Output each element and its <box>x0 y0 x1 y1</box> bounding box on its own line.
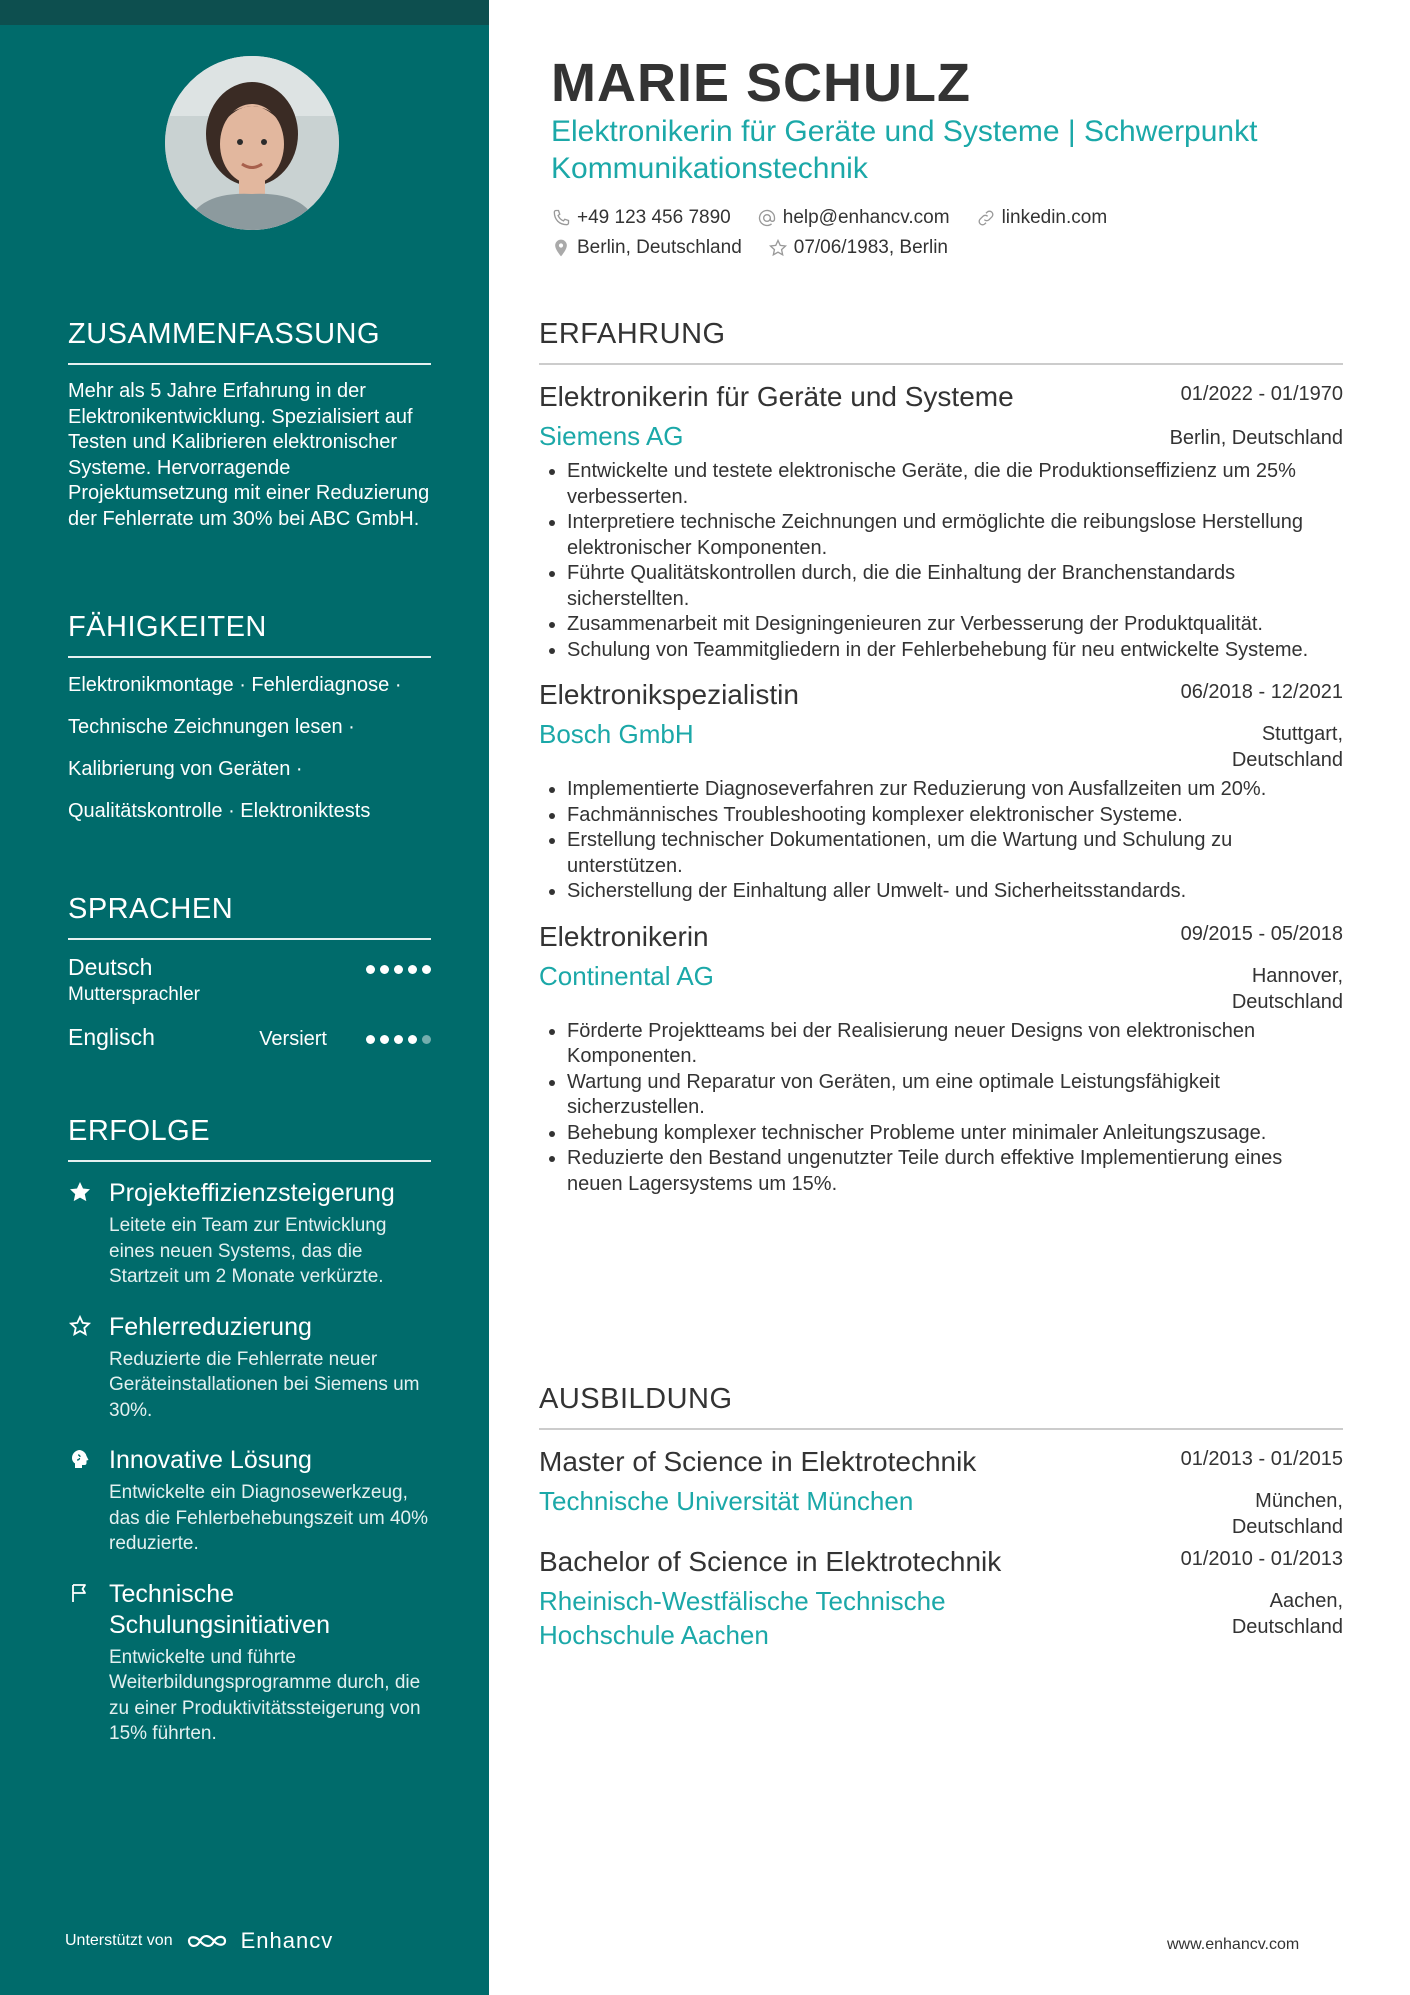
job-bullets <box>539 1019 1343 1198</box>
school-name: Technische Universität München <box>539 1486 914 1516</box>
link-icon <box>976 208 996 228</box>
birth-text: 07/06/1983, Berlin <box>793 237 948 258</box>
school-location <box>1232 1588 1343 1640</box>
candidate-headline: Elektronikerin für Geräte und Systeme | Schwerpunkt Kommunikationstechnik <box>551 115 1258 185</box>
skills-section <box>68 611 431 832</box>
job-location: Berlin, Deutschland <box>1169 427 1343 449</box>
experience-entry <box>539 677 1343 905</box>
enhancv-logo-icon <box>185 1930 229 1952</box>
experience-section <box>539 318 1343 1211</box>
contact-row-2 <box>551 237 948 259</box>
job-title: Elektronikerin für Geräte und Systeme <box>539 381 1014 412</box>
contact-birth <box>768 237 948 259</box>
enhancv-brand: Enhancv <box>240 1928 334 1953</box>
job-location-country: Deutschland <box>1231 990 1343 1013</box>
language-level: Versiert <box>259 1028 327 1050</box>
avatar <box>165 56 339 230</box>
degree-dates: 01/2010 - 01/2013 <box>1180 1548 1343 1570</box>
star-outline-icon <box>768 238 788 258</box>
job-location-city: Stuttgart, <box>1261 723 1343 745</box>
experience-entry <box>539 919 1343 1198</box>
bullet-item: • Implementierte Diagnoseverfahren zur Reduzierung von Ausfallzeiten um 20%. <box>567 777 1343 803</box>
contact-row <box>551 207 1107 229</box>
bullet-item: • Interpretiere technische Zeichnungen und ermöglichte die reibungslose Herstellung elektronischer Komponenten. <box>567 510 1343 561</box>
education-title: AUSBILDUNG <box>539 1383 1343 1430</box>
company-name: Siemens AG <box>539 421 684 451</box>
at-icon <box>757 208 777 228</box>
skills-line: Qualitätskontrolle · Elektroniktests <box>68 800 371 822</box>
powered-by <box>65 1928 333 1954</box>
education-entry <box>539 1544 1343 1652</box>
school-name: Rheinisch-Westfälische Technische Hochschule Aachen <box>539 1586 946 1650</box>
achievements-title: ERFOLGE <box>68 1115 431 1162</box>
company-name: Bosch GmbH <box>539 719 694 749</box>
achievement-desc: Reduzierte die Fehlerrate neuer Geräteinstallationen bei Siemens um 30%. <box>109 1348 420 1421</box>
school-location-city: Aachen, <box>1269 1590 1343 1612</box>
company-name: Continental AG <box>539 960 714 991</box>
school-location-country: Deutschland <box>1231 1516 1343 1538</box>
degree-dates: 01/2013 - 01/2015 <box>1180 1448 1343 1470</box>
job-dates: 06/2018 - 12/2021 <box>1180 681 1343 703</box>
skills-title: FÄHIGKEITEN <box>68 611 431 658</box>
skills-line: Elektronikmontage · Fehlerdiagnose · <box>68 674 402 696</box>
location-text: Berlin, Deutschland <box>577 237 742 258</box>
proficiency-dot-filled <box>394 1035 403 1044</box>
bullet-item: • Schulung von Teammitgliedern in der Fehlerbehebung für neu entwickelte Systeme. <box>567 638 1343 664</box>
experience-title: ERFAHRUNG <box>539 318 1343 365</box>
email-text[interactable]: help@enhancv.com <box>782 207 950 228</box>
summary-text: Mehr als 5 Jahre Erfahrung in der Elektronikentwicklung. Spezialisiert auf Testen und Kalibrieren elektronischer Systeme. Hervorragende Projektumsetzung mit einer Reduzierung der Fehlerrate um 30% bei ABC GmbH. <box>68 380 430 530</box>
job-location-country: Deutschland <box>1231 749 1343 771</box>
bullet-item: • Reduzierte den Bestand ungenutzter Teile durch effektive Implementierung eines neuen Lagersystems um 15%. <box>567 1146 1343 1197</box>
job-title: Elektronikerin <box>539 920 709 952</box>
language-level: Muttersprachler <box>68 984 200 1005</box>
proficiency-dot-filled <box>380 1035 389 1044</box>
achievement-desc: Entwickelte ein Diagnosewerkzeug, das die Fehlerbehebungszeit um 40% reduzierte. <box>109 1482 428 1554</box>
language-name: Englisch <box>68 1024 155 1050</box>
job-bullets <box>539 777 1343 905</box>
achievement-title: Innovative Lösung <box>109 1446 312 1474</box>
phone-icon <box>551 208 571 228</box>
languages-section <box>68 893 431 1074</box>
achievement-desc: Entwickelte und führte Weiterbildungsprogramme durch, die zu einer Produktivitätssteigerung von 15% führten. <box>109 1646 421 1744</box>
achievement-title: Projekteffizienzsteigerung <box>109 1179 395 1207</box>
language-name: Deutsch <box>68 954 153 980</box>
bullet-item: • Förderte Projektteams bei der Realisierung neuer Designs von elektronischen Komponenten. <box>567 1019 1343 1070</box>
job-location-city: Hannover, <box>1251 964 1343 987</box>
education-section <box>539 1383 1343 1666</box>
sidebar-top-bar <box>0 0 489 25</box>
job-location <box>1232 721 1343 773</box>
achievement-title: Fehlerreduzierung <box>109 1312 312 1341</box>
bullet-item: • Behebung komplexer technischer Probleme unter minimaler Anleitungszusage. <box>567 1121 1343 1147</box>
bullet-item: • Wartung und Reparatur von Geräten, um eine optimale Leistungsfähigkeit sicherzustellen. <box>567 1070 1343 1121</box>
proficiency-dot-filled <box>422 965 431 974</box>
powered-by-text: Unterstützt von <box>65 1932 173 1949</box>
bullet-item: • Sicherstellung der Einhaltung aller Umwelt- und Sicherheitsstandards. <box>567 879 1343 905</box>
achievement-item <box>68 1312 431 1424</box>
proficiency-dot-empty <box>422 1035 431 1044</box>
achievement-item <box>68 1579 431 1747</box>
language-dots <box>366 1035 431 1044</box>
bullet-item: • Zusammenarbeit mit Designingenieuren zur Verbesserung der Produktqualität. <box>567 612 1343 638</box>
achievement-item <box>68 1445 431 1557</box>
contact-linkedin[interactable] <box>976 207 1108 229</box>
bullet-item: • Fachmännisches Troubleshooting komplexer elektronischer Systeme. <box>567 803 1343 829</box>
skills-line: Technische Zeichnungen lesen · <box>68 716 355 738</box>
languages-title: SPRACHEN <box>68 893 431 940</box>
proficiency-dot-filled <box>394 965 403 974</box>
school-location-city: München, <box>1255 1490 1343 1512</box>
job-dates: 09/2015 - 05/2018 <box>1180 922 1343 945</box>
language-dots <box>366 965 431 974</box>
sidebar <box>0 0 489 1995</box>
contact-location <box>551 237 742 259</box>
flag-icon <box>68 1581 92 1605</box>
skills-line: Kalibrierung von Geräten · <box>68 758 303 780</box>
star-filled-icon <box>68 1180 92 1204</box>
achievement-desc: Leitete ein Team zur Entwicklung eines neuen Systems, das die Startzeit um 2 Monate verkürzte. <box>109 1215 387 1287</box>
degree-title: Bachelor of Science in Elektrotechnik <box>539 1546 1002 1577</box>
job-dates: 01/2022 - 01/1970 <box>1180 383 1343 405</box>
job-bullets <box>539 459 1343 663</box>
linkedin-text[interactable]: linkedin.com <box>1001 207 1108 228</box>
proficiency-dot-filled <box>408 1035 417 1044</box>
bullet-item: • Erstellung technischer Dokumentationen, um die Wartung und Schulung zu unterstützen. <box>567 828 1343 879</box>
proficiency-dot-filled <box>366 1035 375 1044</box>
degree-title: Master of Science in Elektrotechnik <box>539 1446 977 1477</box>
summary-section <box>68 318 431 532</box>
job-title: Elektronikspezialistin <box>539 679 799 710</box>
language-row <box>68 954 431 1024</box>
bullet-item: • Führte Qualitätskontrollen durch, die die Einhaltung der Branchenstandards sicherstellten. <box>567 561 1343 612</box>
school-location-country: Deutschland <box>1231 1616 1343 1638</box>
achievement-title: Technische Schulungsinitiativen <box>109 1579 330 1639</box>
proficiency-dot-filled <box>408 965 417 974</box>
proficiency-dot-filled <box>380 965 389 974</box>
contact-email[interactable] <box>757 207 950 229</box>
school-location <box>1232 1488 1343 1540</box>
proficiency-dot-filled <box>366 965 375 974</box>
website-link[interactable]: www.enhancv.com <box>1167 1936 1300 1953</box>
summary-title: ZUSAMMENFASSUNG <box>68 318 431 365</box>
job-location <box>1232 963 1343 1015</box>
phone-text: +49 123 456 7890 <box>577 207 731 228</box>
achievements-section <box>68 1115 431 1769</box>
language-row <box>68 1024 431 1074</box>
star-outline-icon <box>68 1314 92 1338</box>
experience-entry <box>539 379 1343 663</box>
candidate-name: MARIE SCHULZ <box>551 53 971 113</box>
contact-phone <box>551 207 731 229</box>
brain-icon <box>68 1447 92 1471</box>
location-pin-icon <box>551 238 571 258</box>
achievement-item <box>68 1178 431 1290</box>
bullet-item: • Entwickelte und testete elektronische Geräte, die die Produktionseffizienz um 25% verbesserten. <box>567 459 1343 510</box>
education-entry <box>539 1444 1343 1538</box>
